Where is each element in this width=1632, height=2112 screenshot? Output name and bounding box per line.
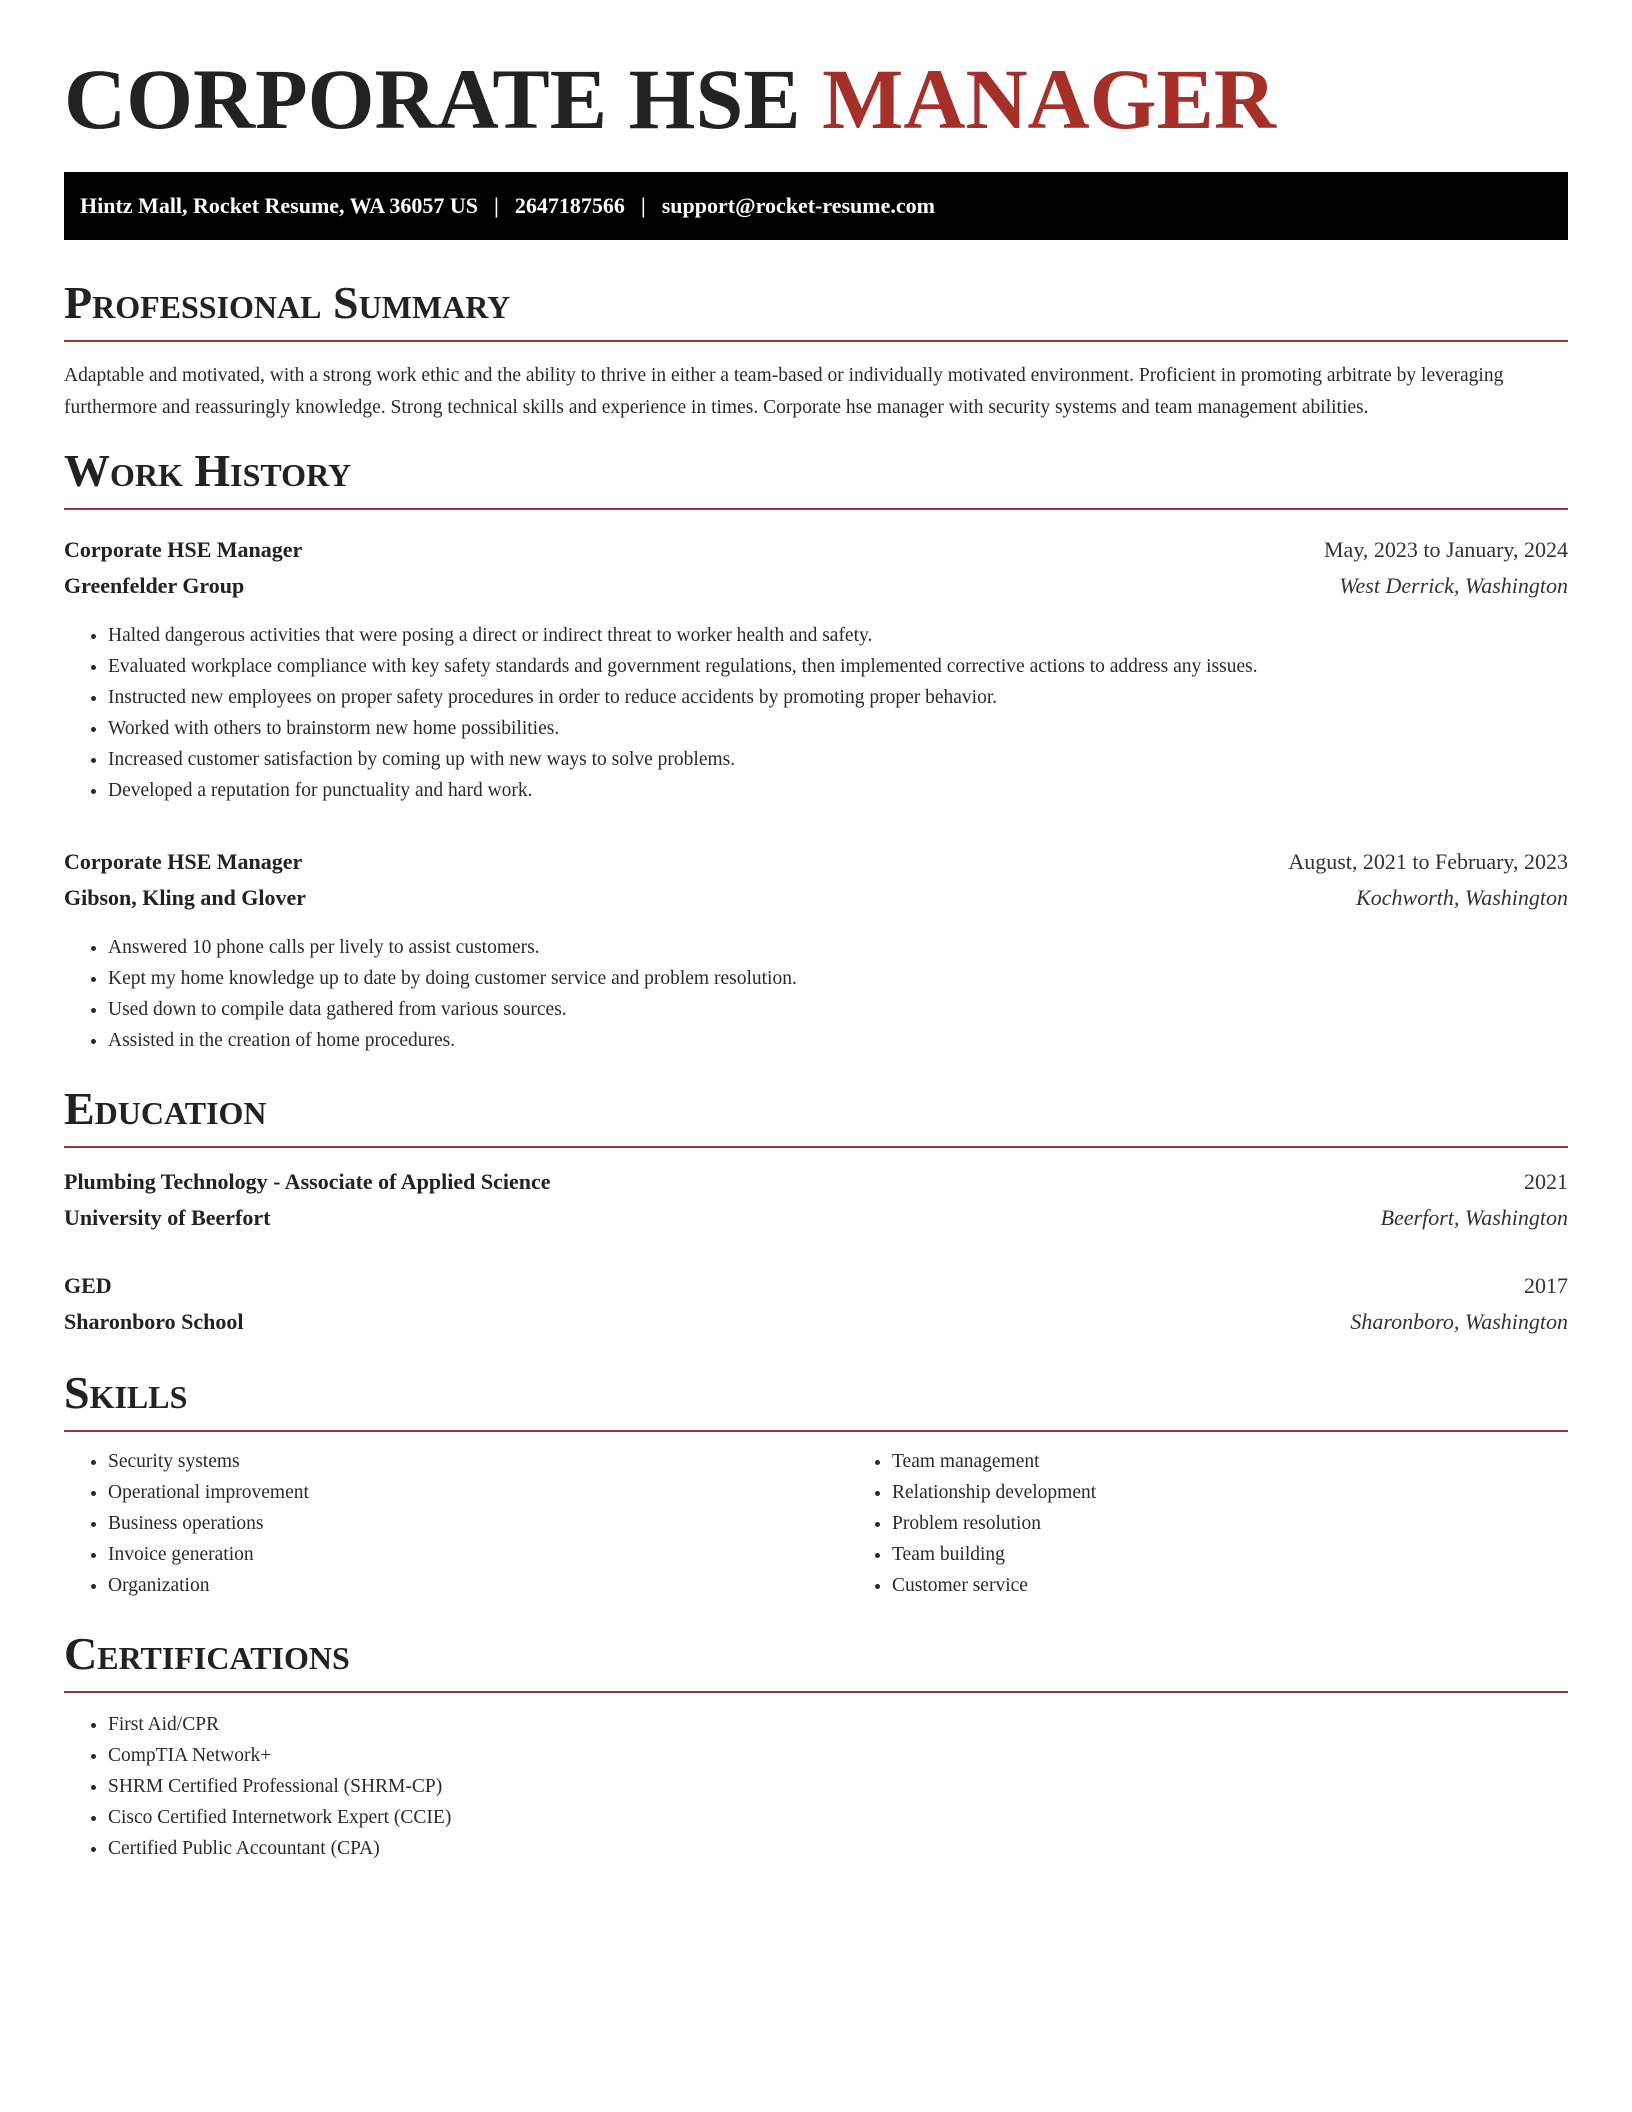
job-bullets (64, 620, 1568, 806)
job-entry (64, 532, 1568, 806)
title-accent: MANAGER (822, 51, 1277, 147)
skills-list-left (64, 1446, 848, 1601)
education-degree-row (64, 1268, 1568, 1304)
contact-separator: | (640, 193, 646, 218)
skill-item: • Business operations (108, 1508, 848, 1539)
education-degree: GED (64, 1273, 112, 1298)
education-entry (64, 1268, 1568, 1340)
contact-address: Hintz Mall, Rocket Resume, WA 36057 US (80, 193, 479, 218)
contact-phone: 2647187566 (514, 193, 625, 218)
education-school-row (64, 1200, 1568, 1236)
title-main: CORPORATE HSE (64, 51, 801, 147)
skills-section (64, 1367, 1568, 1601)
certification-item: • Certified Public Accountant (CPA) (108, 1833, 1568, 1864)
job-company-row (64, 880, 1568, 916)
summary-text: Adaptable and motivated, with a strong work ethic and the ability to thrive in either a team-based or individually motivated environment. Proficient in promoting arbitrate by leveraging furthermore and reassuringly knowledge. Strong technical skills and experience in times. Corporate hse manager with security systems and team management abilities. (64, 365, 1504, 418)
job-bullet: • Assisted in the creation of home procedures. (108, 1025, 1568, 1056)
education-school-row (64, 1304, 1568, 1340)
skill-item: • Problem resolution (892, 1508, 1568, 1539)
job-dates: May, 2023 to January, 2024 (1324, 537, 1568, 562)
skill-item: • Invoice generation (108, 1539, 848, 1570)
job-location: West Derrick, Washington (1339, 573, 1568, 598)
job-dates: August, 2021 to February, 2023 (1288, 849, 1568, 874)
certification-item: • Cisco Certified Internetwork Expert (CCIE) (108, 1802, 1568, 1833)
job-bullet: • Worked with others to brainstorm new home possibilities. (108, 713, 1568, 744)
section-heading-summary: Professional Summary (64, 280, 1568, 342)
education-entry (64, 1164, 1568, 1236)
job-bullet: • Used down to compile data gathered from various sources. (108, 994, 1568, 1025)
certifications-section (64, 1628, 1568, 1864)
job-title-row (64, 532, 1568, 568)
contact-bar (64, 172, 1568, 240)
skill-item: • Operational improvement (108, 1477, 848, 1508)
job-bullets (64, 932, 1568, 1056)
certifications-list (64, 1709, 1568, 1864)
job-location: Kochworth, Washington (1356, 885, 1568, 910)
work-history-section (64, 445, 1568, 1056)
skill-item: • Security systems (108, 1446, 848, 1477)
skills-grid (64, 1446, 1568, 1601)
education-year: 2021 (1524, 1169, 1568, 1194)
education-school: Sharonboro School (64, 1309, 244, 1334)
job-bullet: • Kept my home knowledge up to date by doing customer service and problem resolution. (108, 963, 1568, 994)
job-bullet: • Increased customer satisfaction by coming up with new ways to solve problems. (108, 744, 1568, 775)
skill-item: • Customer service (892, 1570, 1568, 1601)
job-bullet: • Answered 10 phone calls per lively to assist customers. (108, 932, 1568, 963)
skills-list-right (848, 1446, 1568, 1601)
job-company: Gibson, Kling and Glover (64, 885, 307, 910)
skill-item: • Team building (892, 1539, 1568, 1570)
section-heading-skills: Skills (64, 1370, 1568, 1432)
job-title: Corporate HSE Manager (64, 537, 303, 562)
job-bullet: • Instructed new employees on proper safety procedures in order to reduce accidents by promoting proper behavior. (108, 682, 1568, 713)
summary-section (64, 277, 1568, 424)
skill-item: • Relationship development (892, 1477, 1568, 1508)
section-heading-certifications: Certifications (64, 1631, 1568, 1693)
education-location: Beerfort, Washington (1380, 1205, 1568, 1230)
resume-page (64, 0, 1568, 1864)
job-bullet: • Developed a reputation for punctuality and hard work. (108, 775, 1568, 806)
job-bullet: • Halted dangerous activities that were posing a direct or indirect threat to worker health and safety. (108, 620, 1568, 651)
education-location: Sharonboro, Washington (1350, 1309, 1568, 1334)
education-degree-row (64, 1164, 1568, 1200)
skill-item: • Organization (108, 1570, 848, 1601)
section-heading-education: Education (64, 1086, 1568, 1148)
contact-email: support@rocket-resume.com (661, 193, 935, 218)
skill-item: • Team management (892, 1446, 1568, 1477)
resume-title (64, 51, 1568, 147)
contact-separator: | (494, 193, 499, 218)
certification-item: • SHRM Certified Professional (SHRM-CP) (108, 1771, 1568, 1802)
education-section (64, 1083, 1568, 1340)
certification-item: • First Aid/CPR (108, 1709, 1568, 1740)
education-year: 2017 (1524, 1273, 1568, 1298)
education-degree: Plumbing Technology - Associate of Applied Science (64, 1169, 551, 1194)
education-school: University of Beerfort (64, 1205, 271, 1230)
job-company-row (64, 568, 1568, 604)
section-heading-work: Work History (64, 448, 1568, 510)
job-title-row (64, 844, 1568, 880)
job-entry (64, 844, 1568, 1056)
job-bullet: • Evaluated workplace compliance with key safety standards and government regulations, then implemented corrective actions to address any issues. (108, 651, 1568, 682)
job-company: Greenfelder Group (64, 573, 245, 598)
certification-item: • CompTIA Network+ (108, 1740, 1568, 1771)
job-title: Corporate HSE Manager (64, 849, 303, 874)
